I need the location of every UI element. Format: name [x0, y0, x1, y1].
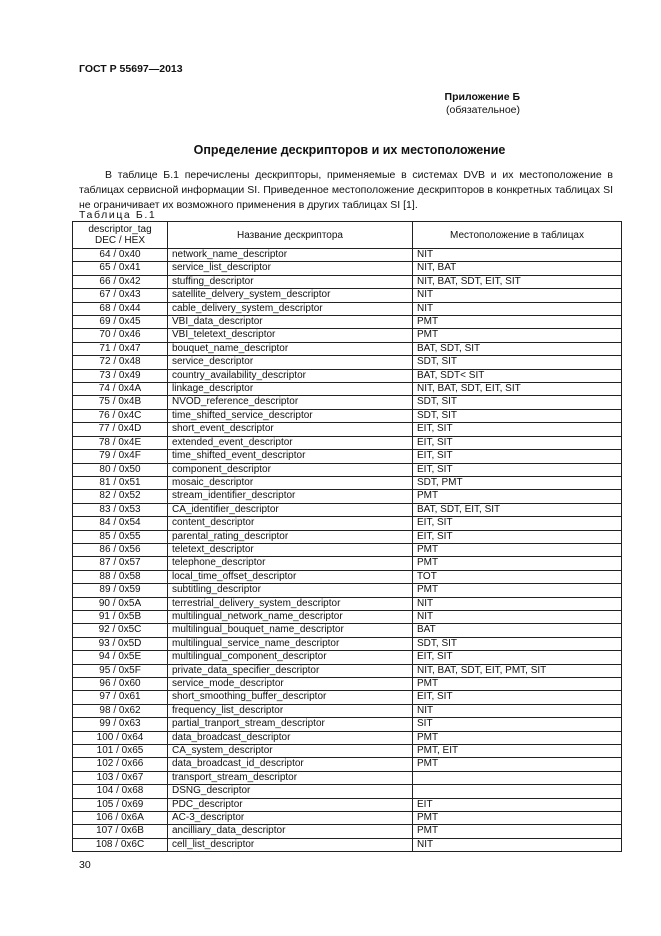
cell-location: EIT, SIT — [413, 463, 622, 476]
cell-descriptor-name: network_name_descriptor — [168, 249, 413, 262]
header-location: Местоположение в таблицах — [413, 222, 622, 249]
cell-location: NIT — [413, 302, 622, 315]
cell-descriptor-tag: 94 / 0x5E — [73, 651, 168, 664]
table-row — [73, 731, 622, 744]
table-row — [73, 745, 622, 758]
cell-location: NIT — [413, 289, 622, 302]
cell-location: BAT, SDT, SIT — [413, 342, 622, 355]
cell-descriptor-tag: 99 / 0x63 — [73, 718, 168, 731]
cell-location: PMT — [413, 316, 622, 329]
cell-descriptor-tag: 81 / 0x51 — [73, 476, 168, 489]
cell-descriptor-tag: 95 / 0x5F — [73, 664, 168, 677]
table-row — [73, 450, 622, 463]
cell-location: SDT, SIT — [413, 356, 622, 369]
cell-descriptor-tag: 86 / 0x56 — [73, 543, 168, 556]
cell-descriptor-tag: 70 / 0x46 — [73, 329, 168, 342]
cell-location: NIT, BAT, SDT, EIT, SIT — [413, 383, 622, 396]
table-row — [73, 570, 622, 583]
cell-location: PMT — [413, 758, 622, 771]
cell-descriptor-tag: 80 / 0x50 — [73, 463, 168, 476]
cell-location: SDT, SIT — [413, 396, 622, 409]
cell-descriptor-name: stream_identifier_descriptor — [168, 490, 413, 503]
table-row — [73, 691, 622, 704]
cell-descriptor-name: service_mode_descriptor — [168, 678, 413, 691]
cell-descriptor-name: multilingual_service_name_descriptor — [168, 637, 413, 650]
cell-location: EIT, SIT — [413, 530, 622, 543]
cell-location — [413, 785, 622, 798]
table-row — [73, 342, 622, 355]
cell-descriptor-tag: 87 / 0x57 — [73, 557, 168, 570]
table-row — [73, 249, 622, 262]
table-row — [73, 597, 622, 610]
cell-descriptor-name: data_broadcast_descriptor — [168, 731, 413, 744]
cell-location: EIT, SIT — [413, 436, 622, 449]
cell-descriptor-name: AC-3_descriptor — [168, 812, 413, 825]
cell-descriptor-name: short_smoothing_buffer_descriptor — [168, 691, 413, 704]
cell-descriptor-tag: 75 / 0x4B — [73, 396, 168, 409]
cell-descriptor-name: teletext_descriptor — [168, 543, 413, 556]
table-row — [73, 771, 622, 784]
cell-location: EIT — [413, 798, 622, 811]
cell-descriptor-tag: 82 / 0x52 — [73, 490, 168, 503]
cell-descriptor-name: parental_rating_descriptor — [168, 530, 413, 543]
cell-descriptor-name: extended_event_descriptor — [168, 436, 413, 449]
table-row — [73, 517, 622, 530]
table-row — [73, 758, 622, 771]
cell-descriptor-tag: 78 / 0x4E — [73, 436, 168, 449]
table-row — [73, 356, 622, 369]
cell-location: EIT, SIT — [413, 691, 622, 704]
appendix-title: Приложение Б — [444, 91, 520, 103]
cell-location: NIT, BAT, SDT, EIT, SIT — [413, 275, 622, 288]
section-heading: Определение дескрипторов и их местоположение — [193, 143, 506, 157]
cell-descriptor-tag: 79 / 0x4F — [73, 450, 168, 463]
table-row — [73, 664, 622, 677]
table-row — [73, 704, 622, 717]
cell-descriptor-name: ancilliary_data_descriptor — [168, 825, 413, 838]
table-row — [73, 584, 622, 597]
table-row — [73, 436, 622, 449]
table-row — [73, 329, 622, 342]
cell-descriptor-tag: 68 / 0x44 — [73, 302, 168, 315]
cell-descriptor-name: service_list_descriptor — [168, 262, 413, 275]
table-row — [73, 383, 622, 396]
cell-descriptor-name: satellite_delvery_system_descriptor — [168, 289, 413, 302]
cell-location: NIT — [413, 838, 622, 851]
cell-location: SIT — [413, 718, 622, 731]
table-row — [73, 396, 622, 409]
cell-descriptor-name: VBI_data_descriptor — [168, 316, 413, 329]
cell-descriptor-tag: 69 / 0x45 — [73, 316, 168, 329]
cell-location: EIT, SIT — [413, 450, 622, 463]
cell-descriptor-name: partial_tranport_stream_descriptor — [168, 718, 413, 731]
cell-descriptor-tag: 67 / 0x43 — [73, 289, 168, 302]
table-row — [73, 785, 622, 798]
appendix-note: (обязательное) — [446, 104, 520, 116]
cell-location: EIT, SIT — [413, 423, 622, 436]
cell-descriptor-tag: 73 / 0x49 — [73, 369, 168, 382]
cell-descriptor-name: subtitling_descriptor — [168, 584, 413, 597]
cell-descriptor-name: mosaic_descriptor — [168, 476, 413, 489]
cell-descriptor-name: content_descriptor — [168, 517, 413, 530]
cell-descriptor-name: PDC_descriptor — [168, 798, 413, 811]
cell-descriptor-tag: 83 / 0x53 — [73, 503, 168, 516]
cell-descriptor-tag: 88 / 0x58 — [73, 570, 168, 583]
table-row — [73, 409, 622, 422]
cell-descriptor-tag: 104 / 0x68 — [73, 785, 168, 798]
cell-location: BAT, SDT, EIT, SIT — [413, 503, 622, 516]
cell-descriptor-name: local_time_offset_descriptor — [168, 570, 413, 583]
table-row — [73, 503, 622, 516]
cell-descriptor-name: multilingual_network_name_descriptor — [168, 610, 413, 623]
cell-descriptor-name: NVOD_reference_descriptor — [168, 396, 413, 409]
table-row — [73, 557, 622, 570]
cell-location: NIT, BAT, SDT, EIT, PMT, SIT — [413, 664, 622, 677]
cell-location: NIT — [413, 249, 622, 262]
header-tag-line-2: DEC / HEX — [94, 235, 145, 246]
cell-location: PMT — [413, 825, 622, 838]
table-row — [73, 302, 622, 315]
cell-location: SDT, SIT — [413, 409, 622, 422]
table-row — [73, 476, 622, 489]
page-number: 30 — [79, 859, 91, 871]
cell-descriptor-tag: 91 / 0x5B — [73, 610, 168, 623]
cell-descriptor-tag: 102 / 0x66 — [73, 758, 168, 771]
cell-descriptor-name: CA_identifier_descriptor — [168, 503, 413, 516]
cell-location: BAT — [413, 624, 622, 637]
cell-location: NIT, BAT — [413, 262, 622, 275]
table-caption: Таблица Б.1 — [79, 209, 157, 221]
cell-descriptor-name: short_event_descriptor — [168, 423, 413, 436]
cell-descriptor-tag: 108 / 0x6C — [73, 838, 168, 851]
cell-descriptor-tag: 93 / 0x5D — [73, 637, 168, 650]
cell-descriptor-name: DSNG_descriptor — [168, 785, 413, 798]
cell-location: NIT — [413, 610, 622, 623]
cell-location: EIT, SIT — [413, 517, 622, 530]
table-row — [73, 262, 622, 275]
table-row — [73, 651, 622, 664]
cell-location: PMT — [413, 584, 622, 597]
table-row — [73, 543, 622, 556]
cell-descriptor-name: time_shifted_service_descriptor — [168, 409, 413, 422]
table-row — [73, 838, 622, 851]
cell-descriptor-tag: 66 / 0x42 — [73, 275, 168, 288]
cell-descriptor-name: VBI_teletext_descriptor — [168, 329, 413, 342]
cell-descriptor-tag: 76 / 0x4C — [73, 409, 168, 422]
cell-descriptor-tag: 85 / 0x55 — [73, 530, 168, 543]
document-standard-code: ГОСТ Р 55697—2013 — [79, 63, 183, 75]
cell-descriptor-name: stuffing_descriptor — [168, 275, 413, 288]
cell-location: PMT — [413, 557, 622, 570]
cell-descriptor-name: multilingual_component_descriptor — [168, 651, 413, 664]
cell-descriptor-tag: 106 / 0x6A — [73, 812, 168, 825]
cell-location: SDT, SIT — [413, 637, 622, 650]
cell-location: TOT — [413, 570, 622, 583]
table-row — [73, 624, 622, 637]
cell-descriptor-tag: 74 / 0x4A — [73, 383, 168, 396]
cell-descriptor-name: private_data_specifier_descriptor — [168, 664, 413, 677]
cell-descriptor-name: transport_stream_descriptor — [168, 771, 413, 784]
table-row — [73, 610, 622, 623]
table-row — [73, 637, 622, 650]
header-tag-line-1: descriptor_tag — [88, 224, 152, 235]
table-row — [73, 316, 622, 329]
table-row — [73, 812, 622, 825]
cell-descriptor-name: CA_system_descriptor — [168, 745, 413, 758]
table-header-row — [73, 222, 622, 249]
table-row — [73, 798, 622, 811]
cell-descriptor-tag: 84 / 0x54 — [73, 517, 168, 530]
cell-descriptor-name: data_broadcast_id_descriptor — [168, 758, 413, 771]
cell-descriptor-tag: 65 / 0x41 — [73, 262, 168, 275]
cell-location: SDT, PMT — [413, 476, 622, 489]
table-row — [73, 678, 622, 691]
cell-location — [413, 771, 622, 784]
cell-descriptor-name: cable_delivery_system_descriptor — [168, 302, 413, 315]
cell-descriptor-tag: 103 / 0x67 — [73, 771, 168, 784]
cell-descriptor-tag: 101 / 0x65 — [73, 745, 168, 758]
cell-descriptor-tag: 98 / 0x62 — [73, 704, 168, 717]
table-row — [73, 423, 622, 436]
cell-descriptor-tag: 89 / 0x59 — [73, 584, 168, 597]
cell-descriptor-name: time_shifted_event_descriptor — [168, 450, 413, 463]
table-row — [73, 530, 622, 543]
cell-descriptor-tag: 64 / 0x40 — [73, 249, 168, 262]
cell-location: PMT — [413, 329, 622, 342]
table-row — [73, 275, 622, 288]
cell-location: PMT — [413, 678, 622, 691]
table-row — [73, 289, 622, 302]
cell-descriptor-tag: 107 / 0x6B — [73, 825, 168, 838]
cell-descriptor-name: terrestrial_delivery_system_descriptor — [168, 597, 413, 610]
cell-descriptor-tag: 97 / 0x61 — [73, 691, 168, 704]
intro-paragraph: В таблице Б.1 перечислены дескрипторы, применяемые в системах DVB и их местоположение в таблицах сервисной информации SI. Приведенное местоположение дескрипторов в конкретных таблицах SI не ограничивает их возможного применения в других таблицах SI [1]. — [79, 169, 613, 211]
table-row — [73, 490, 622, 503]
table-row — [73, 825, 622, 838]
header-descriptor-name: Название дескриптора — [168, 222, 413, 249]
cell-location: NIT — [413, 704, 622, 717]
cell-descriptor-name: bouquet_name_descriptor — [168, 342, 413, 355]
cell-descriptor-tag: 100 / 0x64 — [73, 731, 168, 744]
cell-location: PMT — [413, 812, 622, 825]
cell-descriptor-tag: 92 / 0x5C — [73, 624, 168, 637]
cell-location: PMT — [413, 490, 622, 503]
cell-descriptor-tag: 71 / 0x47 — [73, 342, 168, 355]
table-body — [73, 249, 622, 852]
cell-descriptor-name: component_descriptor — [168, 463, 413, 476]
cell-descriptor-name: cell_list_descriptor — [168, 838, 413, 851]
cell-descriptor-tag: 77 / 0x4D — [73, 423, 168, 436]
table-row — [73, 718, 622, 731]
descriptor-table — [72, 221, 622, 852]
header-descriptor-tag — [73, 222, 168, 249]
cell-location: PMT — [413, 731, 622, 744]
cell-descriptor-tag: 90 / 0x5A — [73, 597, 168, 610]
cell-location: NIT — [413, 597, 622, 610]
cell-descriptor-name: telephone_descriptor — [168, 557, 413, 570]
cell-location: BAT, SDT< SIT — [413, 369, 622, 382]
cell-descriptor-tag: 105 / 0x69 — [73, 798, 168, 811]
table-row — [73, 463, 622, 476]
table-row — [73, 369, 622, 382]
cell-descriptor-tag: 96 / 0x60 — [73, 678, 168, 691]
cell-descriptor-name: service_descriptor — [168, 356, 413, 369]
cell-descriptor-name: multilingual_bouquet_name_descriptor — [168, 624, 413, 637]
cell-location: PMT — [413, 543, 622, 556]
cell-descriptor-name: frequency_list_descriptor — [168, 704, 413, 717]
cell-descriptor-name: linkage_descriptor — [168, 383, 413, 396]
cell-descriptor-tag: 72 / 0x48 — [73, 356, 168, 369]
cell-location: PMT, EIT — [413, 745, 622, 758]
cell-descriptor-name: country_availability_descriptor — [168, 369, 413, 382]
cell-location: EIT, SIT — [413, 651, 622, 664]
